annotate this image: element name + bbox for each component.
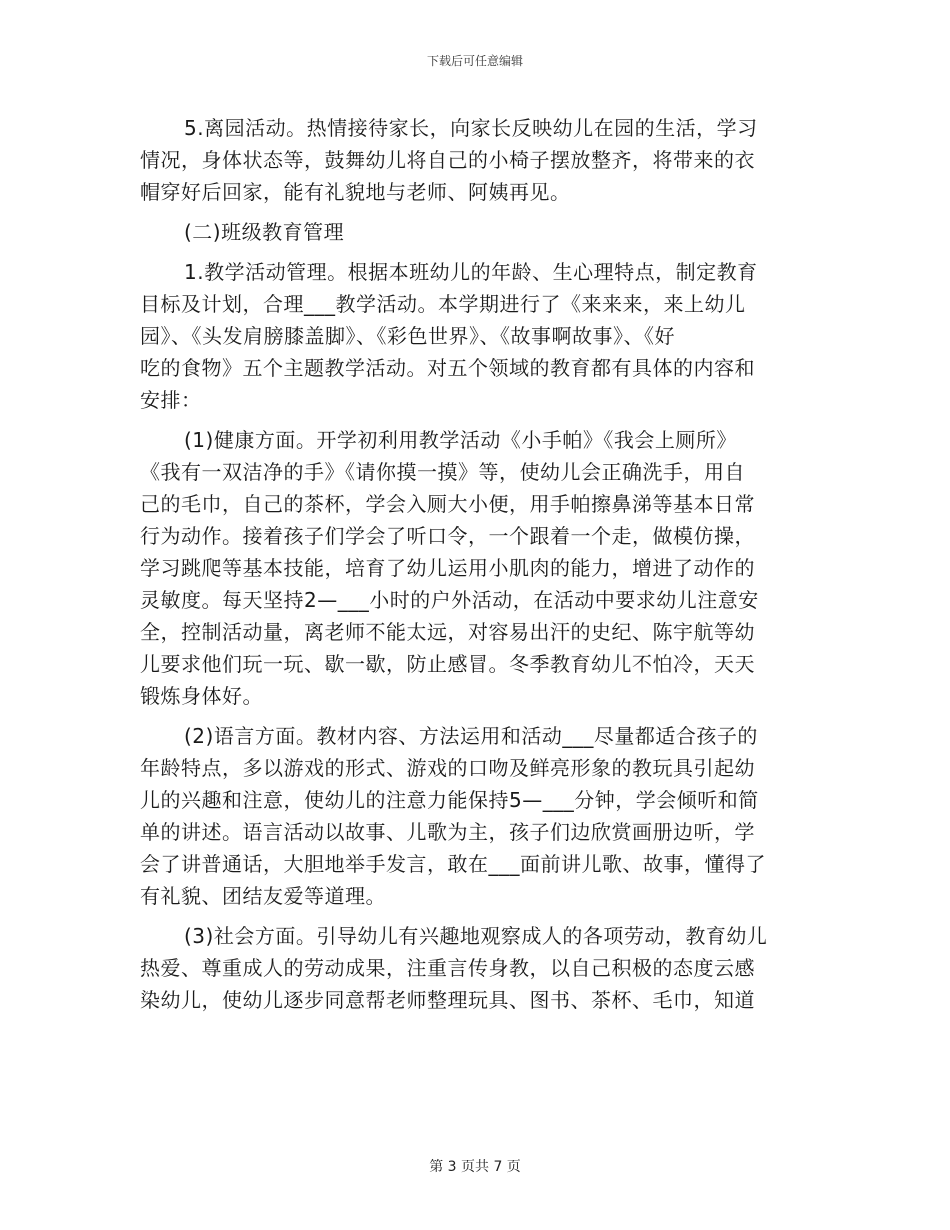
text-line: 会了讲普通话，大胆地举手发言，敢在___面前讲儿歌、故事，懂得了	[140, 852, 766, 876]
page-footer: 第 3 页共 7 页	[429, 1159, 521, 1175]
text-line: 染幼儿，使幼儿逐步同意帮老师整理玩具、图书、茶杯、毛巾，知道	[140, 988, 755, 1012]
text-line: 年龄特点，多以游戏的形式、游戏的口吻及鲜亮形象的教玩具引起幼	[140, 756, 755, 780]
text-line: 5.离园活动。热情接待家长，向家长反映幼儿在园的生活，学习	[184, 116, 758, 140]
heading-line: (二)班级教育管理	[184, 220, 345, 244]
text-line: 园》、《头发肩膀膝盖脚》、《彩色世界》、《故事啊故事》、《好	[140, 324, 675, 348]
text-line: 情况，身体状态等，鼓舞幼儿将自己的小椅子摆放整齐，将带来的衣	[140, 148, 755, 172]
text-line: 1.教学活动管理。根据本班幼儿的年龄、生心理特点，制定教育	[184, 260, 758, 284]
text-line: 学习跳爬等基本技能，培育了幼儿运用小肌肉的能力，增进了动作的	[140, 556, 755, 580]
text-line: (2)语言方面。教材内容、方法运用和活动___尽量都适合孩子的	[184, 724, 758, 748]
paragraph-language	[140, 720, 812, 912]
text-line: 己的毛巾，自己的茶杯，学会入厕大小便，用手帕擦鼻涕等基本日常	[140, 492, 755, 516]
text-line: 全，控制活动量，离老师不能太远，对容易出汗的史纪、陈宇航等幼	[140, 620, 755, 644]
text-line: 吃的食物》五个主题教学活动。对五个领域的教育都有具体的内容和	[140, 356, 755, 380]
text-line: (1)健康方面。开学初利用教学活动《小手帕》《我会上厕所》	[184, 428, 737, 452]
text-line: 单的讲述。语言活动以故事、儿歌为主，孩子们边欣赏画册边听，学	[140, 820, 755, 844]
text-line: 灵敏度。每天坚持2—___小时的户外活动，在活动中要求幼儿注意安	[140, 588, 759, 612]
text-line: 热爱、尊重成人的劳动成果，注重言传身教，以自己积极的态度云感	[140, 956, 755, 980]
page-header: 下载后可任意编辑	[426, 54, 523, 68]
section-heading	[140, 216, 812, 248]
document-body	[140, 112, 812, 1016]
text-line: 安排：	[140, 388, 202, 412]
text-line: 《我有一双洁净的手》《请你摸一摸》等，使幼儿会正确洗手，用自	[140, 460, 745, 484]
paragraph-social	[140, 920, 812, 1016]
text-line: 有礼貌、团结友爱等道理。	[140, 884, 386, 908]
text-line: 目标及计划，合理___教学活动。本学期进行了《来来来，来上幼儿	[140, 292, 746, 316]
paragraph-teaching-management	[140, 256, 812, 416]
text-line: 儿的兴趣和注意，使幼儿的注意力能保持5—___分钟，学会倾听和简	[140, 788, 759, 812]
text-line: 行为动作。接着孩子们学会了听口令，一个跟着一个走，做模仿操，	[140, 524, 755, 548]
text-line: 锻炼身体好。	[140, 684, 263, 708]
paragraph-health	[140, 424, 812, 712]
paragraph-leave-activity	[140, 112, 812, 208]
text-line: (3)社会方面。引导幼儿有兴趣地观察成人的各项劳动，教育幼儿	[184, 924, 768, 948]
text-line: 帽穿好后回家，能有礼貌地与老师、阿姨再见。	[140, 180, 571, 204]
text-line: 儿要求他们玩一玩、歇一歇，防止感冒。冬季教育幼儿不怕冷，天天	[140, 652, 755, 676]
